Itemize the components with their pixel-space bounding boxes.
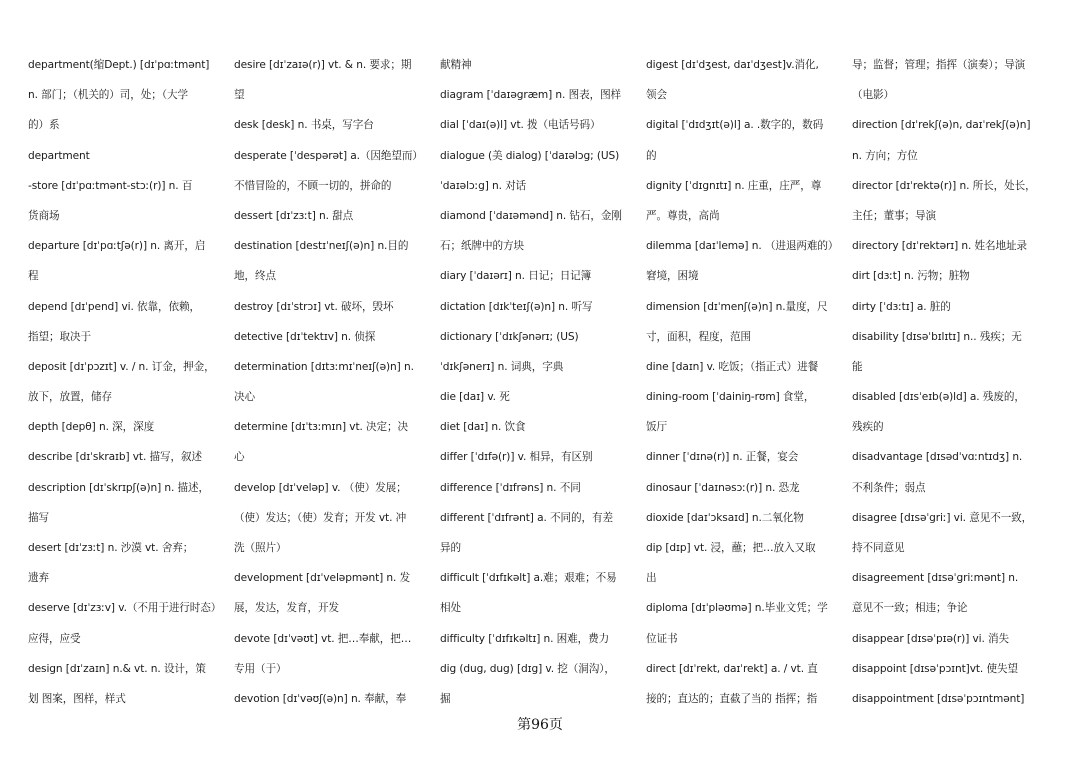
entry-line: describe [dɪˈskraɪb] vt. 描写，叙述 — [28, 451, 202, 464]
entry-line: dilemma [daɪˈlemə] n. （进退两难的） — [646, 240, 839, 253]
entry-line: devote [dɪˈvəʊt] vt. 把…奉献，把… — [234, 632, 412, 645]
entry-line: description [dɪˈskrɪpʃ(ə)n] n. 描述， — [28, 481, 210, 494]
entry-line: dirt [dɜːt] n. 污物；脏物 — [852, 270, 970, 283]
entry-line: 饭厅 — [646, 421, 667, 434]
entry-line: diploma [dɪˈpləʊmə] n.毕业文凭；学 — [646, 602, 828, 615]
entry-line: ˈdaɪəlɔːg] n. 对话 — [440, 179, 527, 192]
entry-line: 不利条件；弱点 — [852, 481, 926, 494]
column-3 — [440, 50, 646, 714]
entry-line: development [dɪˈveləpmənt] n. 发 — [234, 572, 411, 585]
entry-line: desk [desk] n. 书桌，写字台 — [234, 119, 374, 132]
entry-line: dial [ˈdaɪ(ə)l] vt. 拨（电话号码） — [440, 119, 601, 132]
entry-line: 货商场 — [28, 209, 60, 222]
entry-line: differ [ˈdɪfə(r)] v. 相异，有区别 — [440, 451, 593, 464]
entry-line: 地，终点 — [234, 270, 276, 283]
entry-line: （使）发达；（使）发育；开发 vt. 冲 — [234, 511, 407, 524]
entry-line: 不惜冒险的，不顾一切的，拼命的 — [234, 179, 392, 192]
vocabulary-columns — [28, 50, 1058, 714]
entry-line: 石；纸牌中的方块 — [440, 240, 524, 253]
entry-line: 接的；直达的；直截了当的 指挥；指 — [646, 692, 818, 705]
entry-line: desire [dɪˈzaɪə(r)] vt. & n. 要求；期 — [234, 59, 412, 71]
entry-line: dimension [dɪˈmenʃ(ə)n] n.量度，尺 — [646, 300, 828, 313]
entry-line: desert [dɪˈzɜːt] n. 沙漠 vt. 舍弃； — [28, 542, 194, 554]
entry-line: dictionary [ˈdɪkʃənərɪ; (US) — [440, 330, 579, 343]
entry-line: disappear [dɪsəˈpɪə(r)] vi. 消失 — [852, 632, 1010, 645]
entry-line: digest [dɪˈdʒest, daɪˈdʒest]v.消化, — [646, 59, 819, 71]
entry-line: 领会 — [646, 89, 667, 102]
entry-line: diary [ˈdaɪərɪ] n. 日记；日记簿 — [440, 270, 592, 283]
entry-line: 持不同意见 — [852, 542, 905, 554]
entry-line: diamond [ˈdaɪəmənd] n. 钻石，金刚 — [440, 209, 622, 222]
entry-line: 出 — [646, 572, 657, 585]
entry-line: diet [daɪ] n. 饮食 — [440, 421, 526, 434]
entry-line: disadvantage [dɪsədˈvɑːntɪdʒ] n. — [852, 451, 1023, 464]
entry-line: 望 — [234, 89, 245, 102]
entry-line: 专用（于） — [234, 662, 287, 675]
entry-line: difficulty [ˈdɪfɪkəltɪ] n. 困难，费力 — [440, 632, 610, 645]
entry-line: disabled [dɪsˈeɪb(ə)ld] a. 残废的， — [852, 391, 1025, 404]
entry-line: 窘境，困境 — [646, 270, 699, 283]
entry-line: dignity [ˈdɪgnɪtɪ] n. 庄重，庄严，尊 — [646, 179, 822, 192]
entry-line: dessert [dɪˈzɜːt] n. 甜点 — [234, 209, 354, 222]
entry-line: devotion [dɪˈvəʊʃ(ə)n] n. 奉献，奉 — [234, 692, 407, 705]
entry-line: deserve [dɪˈzɜːv] v.（不用于进行时态） — [28, 602, 222, 615]
entry-line: dictation [dɪkˈteɪʃ(ə)n] n. 听写 — [440, 300, 593, 313]
entry-line: destination [destɪˈneɪʃ(ə)n] n.目的 — [234, 240, 409, 253]
entry-line: ˈdɪkʃənerɪ] n. 词典，字典 — [440, 360, 564, 373]
entry-line: design [dɪˈzaɪn] n.& vt. n. 设计，策 — [28, 662, 206, 675]
entry-line: depth [depθ] n. 深，深度 — [28, 421, 155, 434]
entry-line: different [ˈdɪfrənt] a. 不同的，有差 — [440, 511, 613, 524]
entry-line: 放下，放置，储存 — [28, 391, 112, 404]
entry-line: disagree [dɪsəˈgriː] vi. 意见不一致， — [852, 511, 1033, 524]
column-5 — [852, 50, 1058, 714]
entry-line: n. 部门；（机关的）司，处；（大学 — [28, 89, 188, 102]
entry-line: disappoint [dɪsəˈpɔɪnt]vt. 使失望 — [852, 662, 1018, 675]
entry-line: determination [dɪtɜːmɪˈneɪʃ(ə)n] n. — [234, 360, 414, 373]
entry-line: disappointment [dɪsəˈpɔɪntmənt] — [852, 692, 1025, 705]
entry-line: determine [dɪˈtɜːmɪn] vt. 决定；决 — [234, 421, 409, 434]
entry-line: departure [dɪˈpɑːtʃə(r)] n. 离开，启 — [28, 240, 206, 253]
entry-line: 指望；取决于 — [28, 330, 91, 343]
entry-line: 严。尊贵，高尚 — [646, 209, 720, 222]
entry-line: direct [dɪˈrekt, daɪˈrekt] a. / vt. 直 — [646, 662, 818, 675]
entry-line: 展，发达，发育，开发 — [234, 602, 339, 615]
entry-line: 主任；董事；导演 — [852, 209, 936, 222]
page-number: 第96页 — [517, 717, 563, 733]
entry-line: dig (dug, dug) [dɪg] v. 挖（洞沟）， — [440, 662, 615, 675]
entry-line: dioxide [daɪˈɔksaɪd] n.二氧化物 — [646, 511, 804, 524]
entry-line: 心 — [234, 451, 245, 464]
entry-line: 寸，面积，程度，范围 — [646, 330, 751, 343]
entry-line: 划 图案，图样，样式 — [28, 692, 126, 705]
column-4 — [646, 50, 852, 714]
entry-line: directory [dɪˈrektərɪ] n. 姓名地址录 — [852, 240, 1028, 253]
entry-line: 遗弃 — [28, 572, 49, 585]
entry-line: department — [28, 149, 90, 162]
entry-line: dinosaur [ˈdaɪnəsɔː(r)] n. 恐龙 — [646, 481, 800, 494]
entry-line: 位证书 — [646, 632, 678, 645]
entry-line: 描写 — [28, 511, 49, 524]
entry-line: 献精神 — [440, 59, 472, 71]
entry-line: destroy [dɪˈstrɔɪ] vt. 破坏，毁坏 — [234, 300, 394, 313]
entry-line: disability [dɪsəˈbɪlɪtɪ] n.. 残疾；无 — [852, 330, 1022, 343]
entry-line: 意见不一致；相违；争论 — [852, 602, 968, 615]
entry-line: desperate [ˈdespərət] a.（因绝望而） — [234, 149, 423, 162]
column-2 — [234, 50, 440, 714]
entry-line: 程 — [28, 270, 39, 283]
entry-line: dining-room [ˈdainiŋ-rʊm] 食堂， — [646, 391, 815, 404]
entry-line: digital [ˈdɪdʒɪt(ə)l] a. .数字的，数码 — [646, 119, 824, 132]
entry-line: dine [daɪn] v. 吃饭；（指正式）进餐 — [646, 360, 819, 373]
entry-line: dialogue (美 dialog) [ˈdaɪəlɔg; (US) — [440, 149, 620, 162]
entry-line: 洗（照片） — [234, 542, 287, 554]
entry-line: difficult [ˈdɪfɪkəlt] a.难；艰难；不易 — [440, 572, 617, 585]
entry-line: dip [dɪp] vt. 浸，蘸；把…放入又取 — [646, 542, 816, 554]
entry-line: 的）系 — [28, 119, 60, 132]
entry-line: detective [dɪˈtektɪv] n. 侦探 — [234, 330, 376, 343]
entry-line: 能 — [852, 360, 863, 373]
column-1 — [28, 50, 234, 714]
entry-line: 异的 — [440, 542, 461, 554]
entry-line: 残疾的 — [852, 421, 884, 434]
entry-line: 掘 — [440, 692, 451, 705]
entry-line: die [daɪ] v. 死 — [440, 391, 510, 404]
entry-line: diagram [ˈdaɪəgræm] n. 图表，图样 — [440, 89, 622, 102]
entry-line: depend [dɪˈpend] vi. 依靠，依赖， — [28, 300, 200, 313]
entry-line: dinner [ˈdɪnə(r)] n. 正餐，宴会 — [646, 451, 799, 464]
entry-line: 导；监督；管理；指挥（演奏）；导演 — [852, 59, 1026, 71]
entry-line: （电影） — [852, 89, 894, 102]
entry-line: develop [dɪˈveləp] v. （使）发展； — [234, 481, 407, 494]
entry-line: 相处 — [440, 602, 461, 615]
entry-line: n. 方向；方位 — [852, 149, 918, 162]
entry-line: 应得，应受 — [28, 632, 81, 645]
entry-line: difference [ˈdɪfrəns] n. 不同 — [440, 481, 581, 494]
entry-line: direction [dɪˈrekʃ(ə)n, daɪˈrekʃ(ə)n] — [852, 119, 1031, 132]
entry-line: deposit [dɪˈpɔzɪt] v. / n. 订金，押金， — [28, 360, 215, 373]
entry-line: 决心 — [234, 391, 255, 404]
entry-line: director [dɪˈrektə(r)] n. 所长，处长， — [852, 179, 1036, 192]
entry-line: department(缩Dept.) [dɪˈpɑːtmənt] — [28, 59, 210, 71]
entry-line: -store [dɪˈpɑːtmənt-stɔː(r)] n. 百 — [28, 179, 193, 192]
entry-line: 的 — [646, 149, 657, 162]
entry-line: disagreement [dɪsəˈgriːmənt] n. — [852, 572, 1019, 585]
entry-line: dirty [ˈdɜːtɪ] a. 脏的 — [852, 300, 951, 313]
